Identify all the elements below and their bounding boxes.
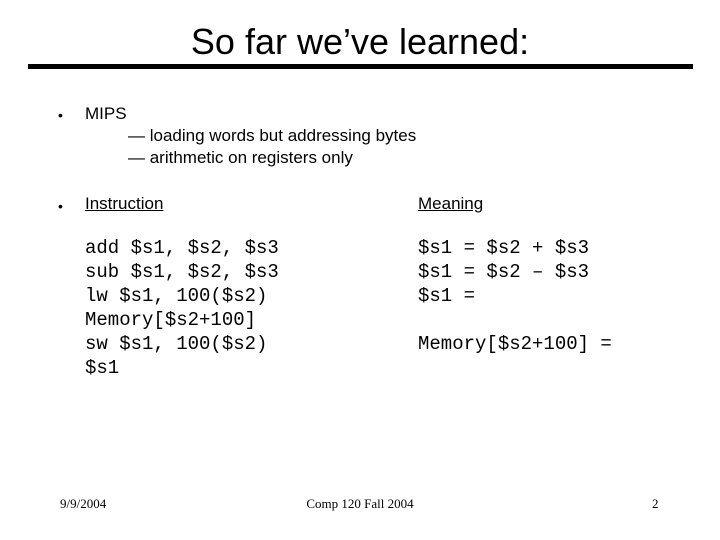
instruction-line: lw $s1, 100($s2) [85, 285, 268, 307]
instruction-line: add $s1, $s2, $s3 [85, 237, 279, 259]
meaning-column-header: Meaning [418, 194, 484, 213]
meaning-line: $s1 = $s2 + $s3 [418, 237, 590, 259]
meaning-line: $s1 = [418, 285, 476, 307]
meaning-line: $s1 = $s2 – $s3 [418, 261, 590, 283]
title-divider [28, 64, 693, 69]
meaning-line: Memory[$s2+100] = [418, 333, 612, 355]
instruction-line: sw $s1, 100($s2) [85, 333, 268, 355]
mips-heading: MIPS [85, 104, 127, 123]
bullet-instruction: • [58, 198, 63, 214]
footer-page-number: 2 [652, 496, 659, 511]
mips-subitem: — arithmetic on registers only [128, 148, 353, 167]
footer-course: Comp 120 Fall 2004 [306, 496, 414, 511]
instruction-column-header: Instruction [85, 194, 164, 213]
instruction-line: $s1 [85, 357, 120, 379]
slide-title: So far we’ve learned: [190, 21, 530, 62]
bullet-mips: • [58, 107, 63, 123]
instruction-line: sub $s1, $s2, $s3 [85, 261, 279, 283]
instruction-line: Memory[$s2+100] [85, 309, 257, 331]
footer-date: 9/9/2004 [60, 496, 107, 511]
mips-subitem: — loading words but addressing bytes [128, 126, 417, 145]
